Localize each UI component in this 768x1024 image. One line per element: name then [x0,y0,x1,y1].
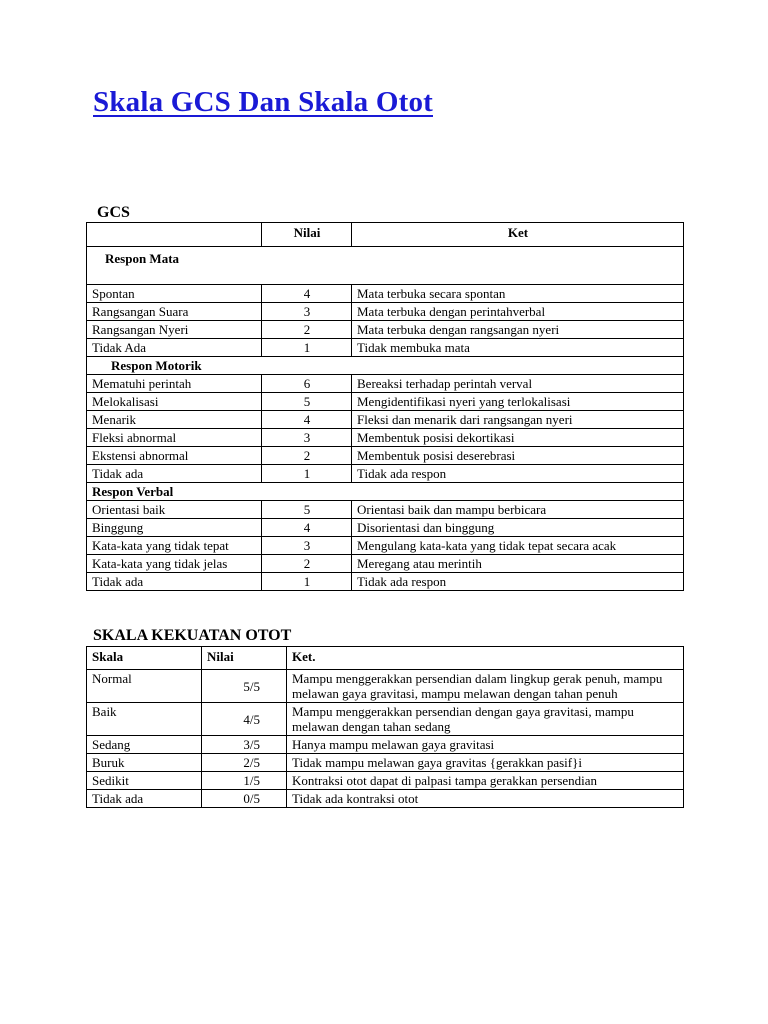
muscle-row-scale: Sedikit [87,772,202,790]
gcs-row-desc: Tidak ada respon [352,573,684,591]
gcs-row-desc: Membentuk posisi dekortikasi [352,429,684,447]
page-title-link[interactable]: Skala GCS Dan Skala Otot [93,86,433,118]
gcs-header-item [87,223,262,247]
gcs-table [86,222,684,591]
gcs-row-value: 3 [262,303,352,321]
muscle-row-value: 4/5 [202,703,287,736]
muscle-row-scale: Buruk [87,754,202,772]
gcs-row-desc: Mata terbuka secara spontan [352,285,684,303]
gcs-row-name: Kata-kata yang tidak tepat [87,537,262,555]
table-row [87,790,684,808]
gcs-row-desc: Orientasi baik dan mampu berbicara [352,501,684,519]
table-row [87,555,684,573]
muscle-row-value: 3/5 [202,736,287,754]
table-row [87,411,684,429]
gcs-row-desc: Bereaksi terhadap perintah verval [352,375,684,393]
muscle-header-desc: Ket. [287,647,684,670]
gcs-row-value: 4 [262,519,352,537]
table-row [87,703,684,736]
table-row [87,573,684,591]
gcs-row-name: Fleksi abnormal [87,429,262,447]
muscle-header-scale: Skala [87,647,202,670]
table-row [87,375,684,393]
gcs-group-row [87,357,684,375]
gcs-row-value: 4 [262,411,352,429]
gcs-row-name: Kata-kata yang tidak jelas [87,555,262,573]
gcs-header-desc: Ket [352,223,684,247]
muscle-row-scale: Tidak ada [87,790,202,808]
gcs-group-label: Respon Motorik [87,357,684,375]
gcs-row-desc: Tidak membuka mata [352,339,684,357]
muscle-row-scale: Baik [87,703,202,736]
gcs-row-name: Rangsangan Suara [87,303,262,321]
gcs-row-value: 3 [262,429,352,447]
table-row [87,501,684,519]
gcs-row-name: Melokalisasi [87,393,262,411]
gcs-row-desc: Tidak ada respon [352,465,684,483]
gcs-row-value: 4 [262,285,352,303]
table-row [87,303,684,321]
gcs-group-label: Respon Verbal [87,483,684,501]
gcs-row-desc: Mengulang kata-kata yang tidak tepat secara acak [352,537,684,555]
muscle-row-value: 1/5 [202,772,287,790]
gcs-group-label: Respon Mata [87,247,684,285]
muscle-row-desc: Tidak mampu melawan gaya gravitas {gerakkan pasif}i [287,754,684,772]
gcs-row-value: 2 [262,321,352,339]
muscle-row-scale: Sedang [87,736,202,754]
muscle-row-value: 2/5 [202,754,287,772]
muscle-header-row [87,647,684,670]
gcs-header-row [87,223,684,247]
muscle-row-desc: Mampu menggerakkan persendian dengan gaya gravitasi, mampu melawan dengan tahan sedang [287,703,684,736]
gcs-row-value: 3 [262,537,352,555]
gcs-row-value: 2 [262,555,352,573]
gcs-row-value: 1 [262,339,352,357]
gcs-row-name: Rangsangan Nyeri [87,321,262,339]
table-row [87,754,684,772]
muscle-row-scale: Normal [87,670,202,703]
gcs-row-name: Spontan [87,285,262,303]
gcs-row-value: 1 [262,465,352,483]
muscle-row-desc: Kontraksi otot dapat di palpasi tampa gerakkan persendian [287,772,684,790]
table-row [87,772,684,790]
muscle-header-value: Nilai [202,647,287,670]
table-row [87,519,684,537]
gcs-row-value: 2 [262,447,352,465]
table-row [87,670,684,703]
table-row [87,447,684,465]
gcs-table-body [87,247,684,591]
gcs-heading: GCS [97,204,130,221]
gcs-row-desc: Meregang atau merintih [352,555,684,573]
table-row [87,321,684,339]
gcs-row-name: Tidak Ada [87,339,262,357]
muscle-row-value: 0/5 [202,790,287,808]
gcs-row-name: Tidak ada [87,573,262,591]
gcs-row-name: Orientasi baik [87,501,262,519]
gcs-row-name: Ekstensi abnormal [87,447,262,465]
muscle-strength-table [86,646,684,808]
table-row [87,429,684,447]
gcs-row-desc: Disorientasi dan binggung [352,519,684,537]
gcs-row-name: Menarik [87,411,262,429]
table-row [87,285,684,303]
gcs-row-name: Binggung [87,519,262,537]
gcs-group-row [87,483,684,501]
gcs-row-desc: Fleksi dan menarik dari rangsangan nyeri [352,411,684,429]
gcs-row-name: Mematuhi perintah [87,375,262,393]
muscle-row-desc: Tidak ada kontraksi otot [287,790,684,808]
gcs-row-value: 1 [262,573,352,591]
muscle-row-desc: Hanya mampu melawan gaya gravitasi [287,736,684,754]
gcs-row-desc: Membentuk posisi deserebrasi [352,447,684,465]
gcs-row-value: 5 [262,501,352,519]
table-row [87,736,684,754]
gcs-row-value: 5 [262,393,352,411]
gcs-group-row [87,247,684,285]
table-row [87,339,684,357]
table-row [87,537,684,555]
gcs-row-name: Tidak ada [87,465,262,483]
muscle-strength-heading: SKALA KEKUATAN OTOT [93,627,292,644]
table-row [87,465,684,483]
gcs-row-value: 6 [262,375,352,393]
gcs-row-desc: Mengidentifikasi nyeri yang terlokalisasi [352,393,684,411]
muscle-row-value: 5/5 [202,670,287,703]
gcs-row-desc: Mata terbuka dengan perintahverbal [352,303,684,321]
table-row [87,393,684,411]
gcs-row-desc: Mata terbuka dengan rangsangan nyeri [352,321,684,339]
muscle-row-desc: Mampu menggerakkan persendian dalam lingkup gerak penuh, mampu melawan gaya gravitasi, mampu melawan dengan tahan penuh [287,670,684,703]
muscle-table-body [87,670,684,808]
gcs-header-value: Nilai [262,223,352,247]
